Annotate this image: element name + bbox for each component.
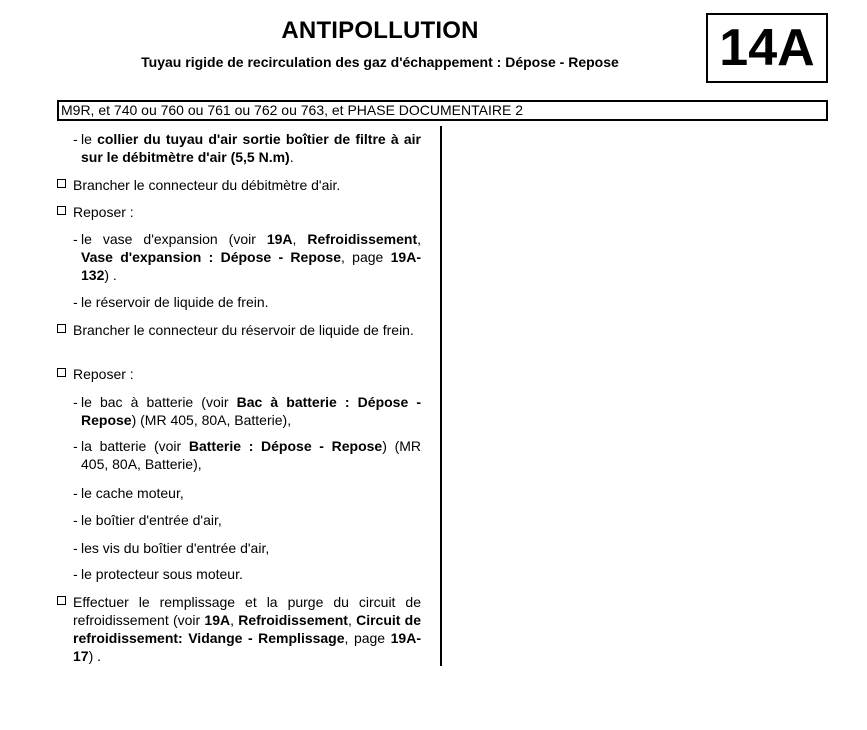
- step-text: Reposer :: [73, 204, 134, 220]
- item-text: ) .: [104, 267, 117, 283]
- applicability-bar: M9R, et 740 ou 760 ou 761 ou 762 ou 763, et PHASE DOCUMENTAIRE 2: [57, 100, 828, 121]
- step-text: Brancher le connecteur du débitmètre d'air.: [73, 177, 341, 193]
- checkbox-icon: [57, 324, 66, 333]
- section-code-box: 14A: [706, 13, 828, 83]
- dash-marker: -: [73, 394, 78, 410]
- dash-marker: -: [73, 485, 78, 501]
- item-text: le bac à batterie (voir: [81, 394, 237, 410]
- item-text: ) (MR 405, 80A, Batterie),: [81, 438, 421, 472]
- item-text: le boîtier d'entrée d'air,: [81, 512, 222, 528]
- step-text: ,: [347, 612, 357, 628]
- step-text: Reposer :: [73, 366, 134, 382]
- item-text-bold: Bac à batterie : Dépose - Repose: [81, 394, 422, 428]
- checkbox-icon: [57, 368, 66, 377]
- checkbox-icon: [57, 179, 66, 188]
- step-text: Brancher le connecteur du réservoir de liquide de frein.: [73, 322, 414, 338]
- dash-marker: -: [73, 131, 78, 147]
- step-text: ) .: [88, 648, 102, 664]
- step-text-bold: 19A-17: [73, 630, 421, 664]
- dash-marker: -: [73, 231, 78, 247]
- step-text: , page: [344, 630, 391, 646]
- item-text: ) (MR 405, 80A, Batterie),: [131, 412, 292, 428]
- item-text: ,: [417, 231, 421, 247]
- item-text-bold: Vase d'expansion : Dépose - Repose: [81, 249, 341, 265]
- dash-marker: -: [73, 540, 78, 556]
- page-title: ANTIPOLLUTION: [281, 17, 479, 44]
- dash-marker: -: [73, 566, 78, 582]
- step-text: ,: [230, 612, 239, 628]
- item-text: les vis du boîtier d'entrée d'air,: [81, 540, 270, 556]
- dash-marker: -: [73, 438, 78, 454]
- item-text: .: [289, 149, 294, 165]
- checkbox-icon: [57, 596, 66, 605]
- step-text-bold: Circuit de refroidissement: Vidange - Remplissage: [73, 612, 422, 646]
- item-text-bold: Refroidissement: [307, 231, 418, 247]
- checkbox-icon: [57, 206, 66, 215]
- column-divider: [440, 126, 442, 666]
- item-text: le réservoir de liquide de frein.: [81, 294, 269, 310]
- step-text-bold: Refroidissement: [238, 612, 348, 628]
- item-text: le cache moteur,: [81, 485, 184, 501]
- item-text: la batterie (voir: [81, 438, 189, 454]
- item-text: le protecteur sous moteur.: [81, 566, 243, 582]
- item-text: le vase d'expansion (voir: [81, 231, 267, 247]
- dash-marker: -: [73, 512, 78, 528]
- item-text-bold: 19A-132: [81, 249, 421, 283]
- item-text: le: [81, 131, 98, 147]
- item-text: , page: [341, 249, 391, 265]
- step-text-bold: 19A: [204, 612, 231, 628]
- dash-marker: -: [73, 294, 78, 310]
- item-text: ,: [292, 231, 308, 247]
- item-text-bold: collier du tuyau d'air sortie boîtier de filtre à air sur le débitmètre d'air (5,5 N.m): [81, 131, 421, 165]
- step-text: Effectuer le remplissage et la purge du circuit de refroidissement (voir: [73, 594, 421, 628]
- item-text-bold: 19A: [266, 231, 293, 247]
- item-text-bold: Batterie : Dépose - Repose: [188, 438, 383, 454]
- page-subtitle: Tuyau rigide de recirculation des gaz d'échappement : Dépose - Repose: [141, 54, 619, 70]
